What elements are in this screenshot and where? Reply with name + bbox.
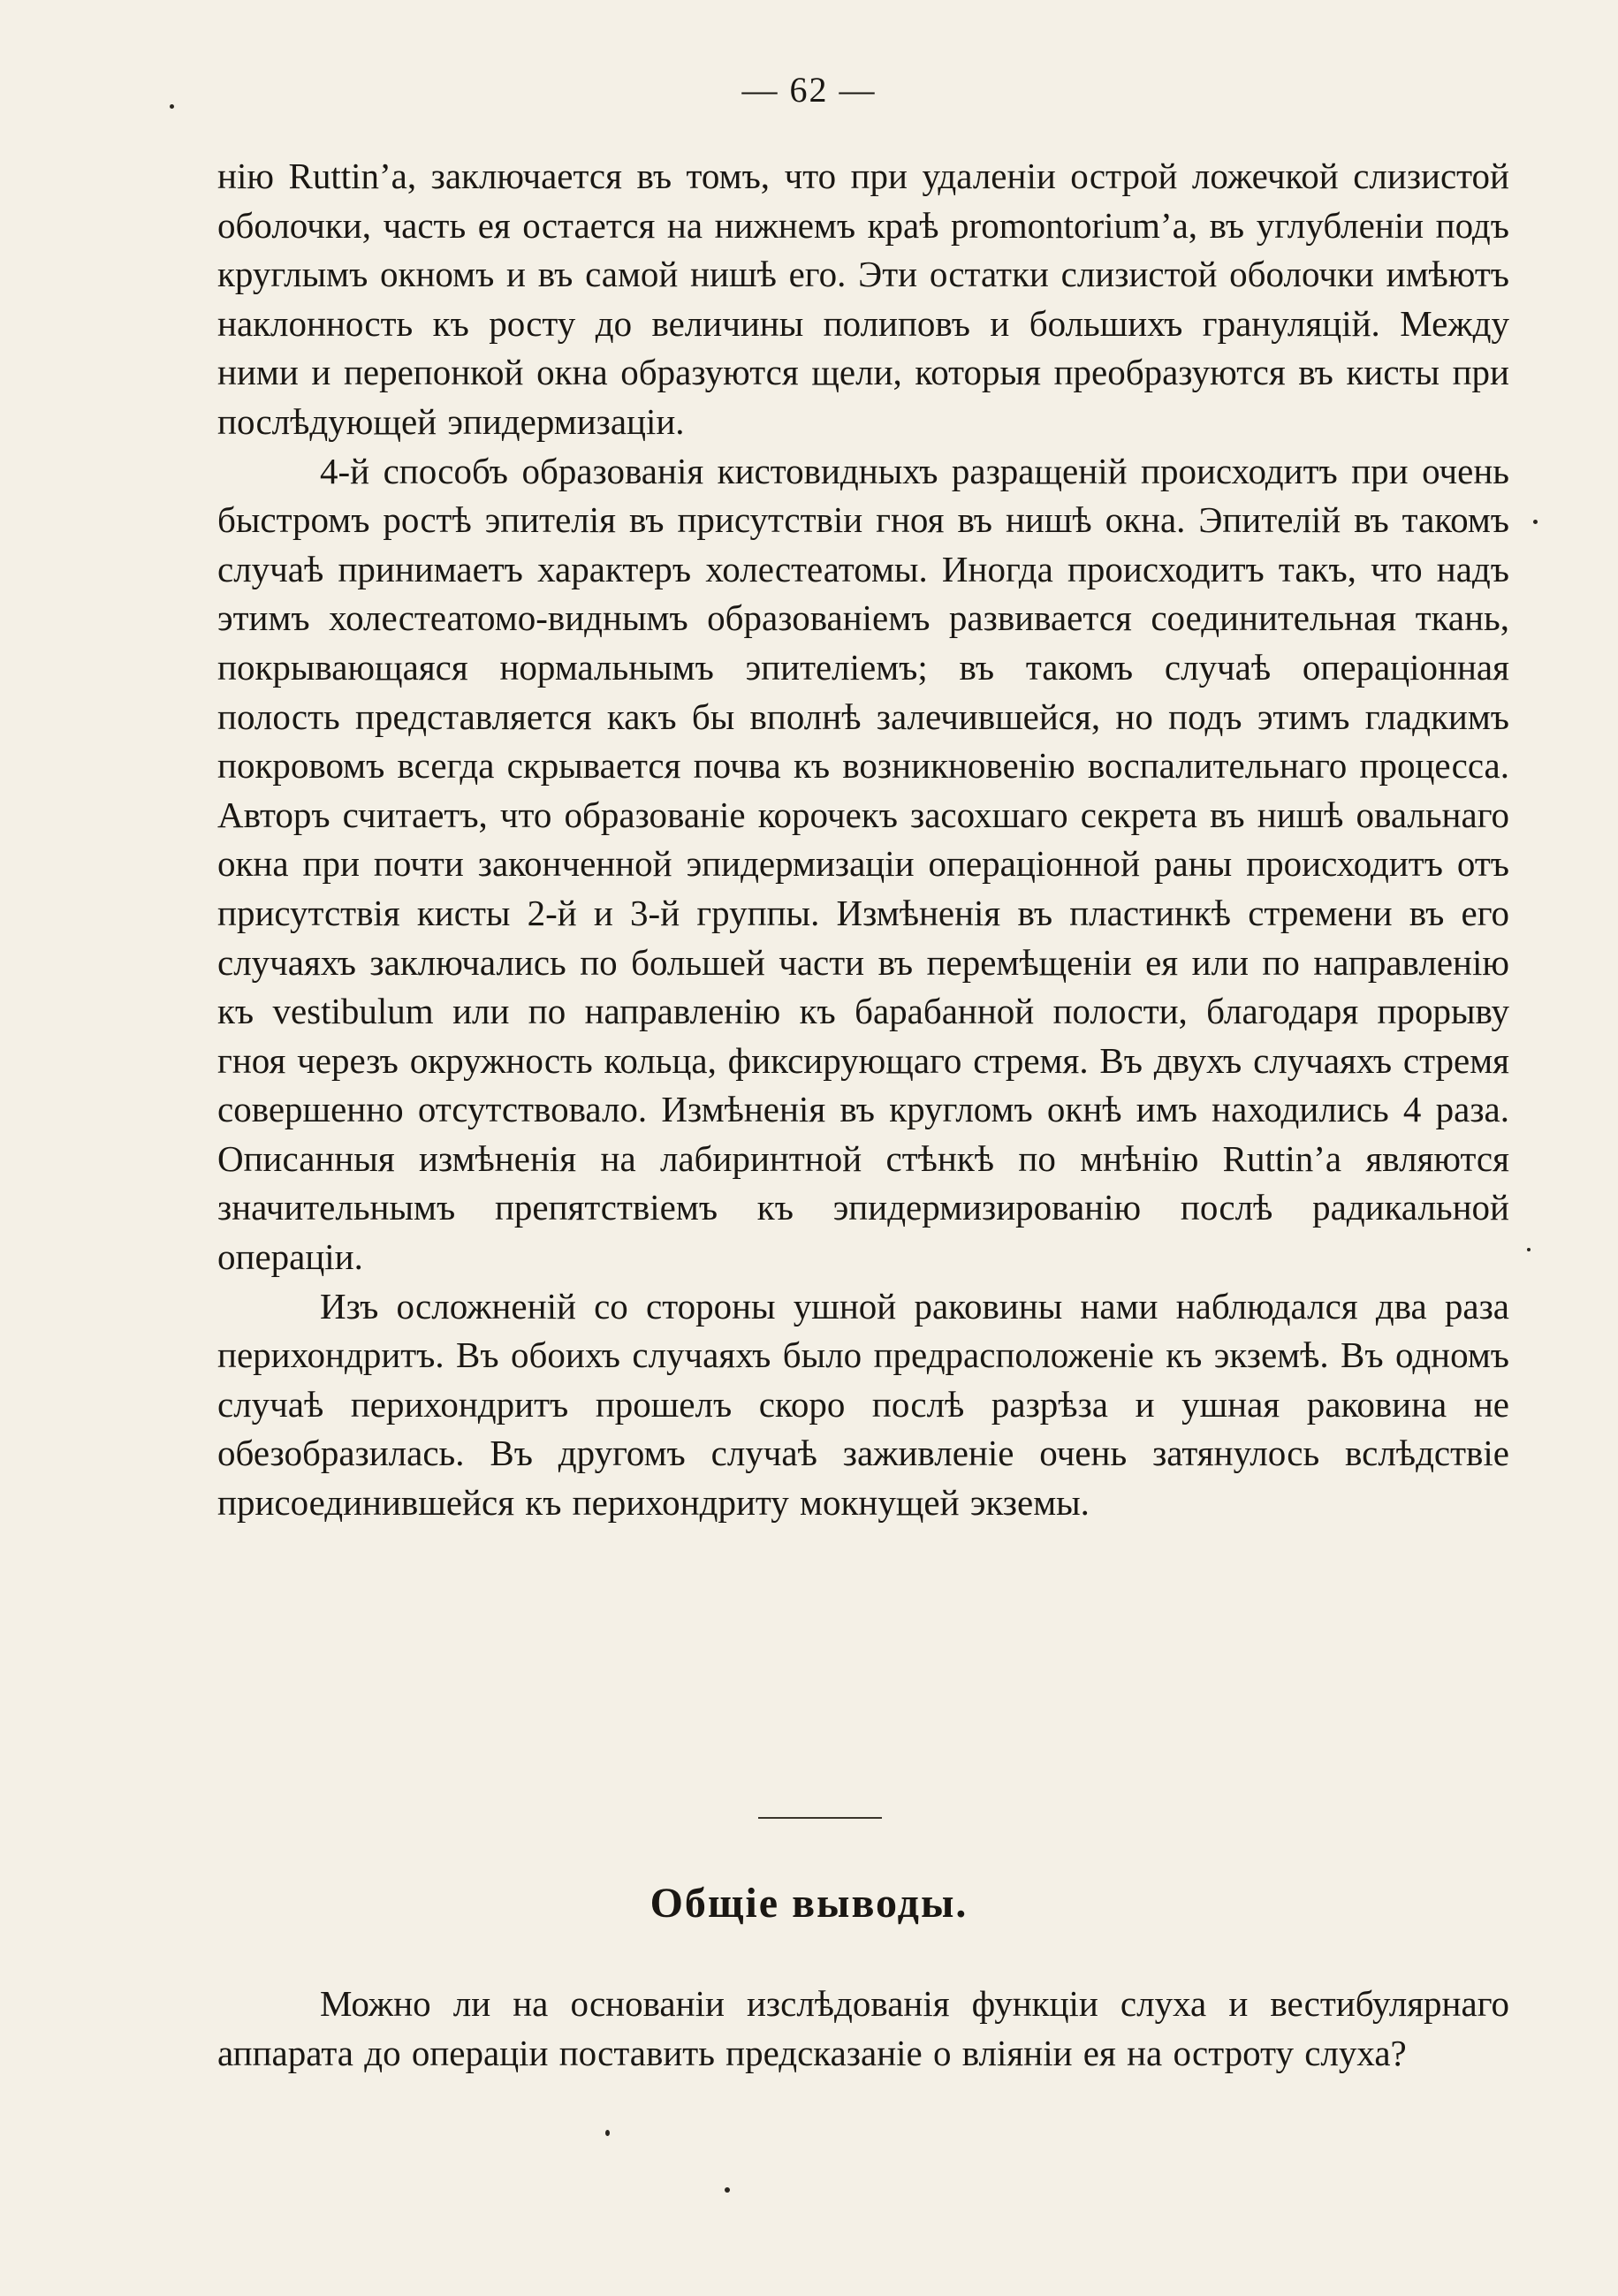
section-heading: Общіе выводы. bbox=[649, 1880, 969, 1927]
paragraph-ruttin-continuation: нію Ruttin’а, заключается въ томъ, что при удаленіи острой ложечкой слизистой оболочки, часть ея остается на нижнемъ краѣ promontorium’а, въ углубленіи подъ круглымъ окномъ и въ самой нишѣ его. Эти остатки слизистой оболочки имѣютъ наклонность къ росту до величины полиповъ и большихъ грануляцій. Между ними и перепонкой окна образуются щели, которыя преобразуются въ кисты при послѣдующей эпидермизаціи. bbox=[217, 156, 1509, 442]
section-divider bbox=[758, 1817, 882, 1819]
print-speck bbox=[170, 104, 174, 109]
paragraph-question: Можно ли на основаніи изслѣдованія функціи слуха и вестибулярнаго аппарата до операціи поставить предсказаніе о вліяніи ея на остроту слуха? bbox=[217, 1983, 1509, 2073]
page-number: — 62 — bbox=[741, 70, 877, 110]
print-speck bbox=[725, 2187, 730, 2193]
print-speck bbox=[605, 2130, 610, 2136]
print-speck bbox=[1533, 520, 1538, 524]
body-text bbox=[217, 152, 1509, 1528]
print-speck bbox=[1527, 1248, 1531, 1251]
paragraph-fourth-method: 4-й способъ образованія кистовидныхъ разращеній происходитъ при очень быстромъ ростѣ эпителія въ присутствіи гноя въ нишѣ окна. Эпителій въ такомъ случаѣ принимаетъ характеръ холестеатомы. Иногда происходитъ такъ, что надъ этимъ холестеатомо-виднымъ образованіемъ развивается соединительная ткань, покрывающаяся нормальнымъ эпителіемъ; въ такомъ случаѣ операціонная полость представляется какъ бы вполнѣ залечившейся, но подъ этимъ гладкимъ покровомъ всегда скрывается почва къ возникновенію воспалительнаго процесса. Авторъ считаетъ, что образованіе корочекъ засохшаго секрета въ нишѣ овальнаго окна при почти законченной эпидермизаціи операціонной раны происходитъ отъ присутствія кисты 2-й и 3-й группы. Измѣненія въ пластинкѣ стремени въ его случаяхъ заключались по большей части въ перемѣщеніи ея или по направленію къ vestibulum или по направленію къ барабанной полости, благодаря прорыву гноя черезъ окружность кольца, фиксирующаго стремя. Въ двухъ случаяхъ стремя совершенно отсутствовало. Измѣненія въ кругломъ окнѣ имъ находились 4 раза. Описанныя измѣненія на лабиринтной стѣнкѣ по мнѣнію Ruttin’а являются значительнымъ препятствіемъ къ эпидермизированію послѣ радикальной операціи. bbox=[217, 450, 1509, 1278]
question-block bbox=[217, 1980, 1509, 2078]
paragraph-auricle-complications: Изъ осложненій со стороны ушной раковины нами наблюдался два раза перихондритъ. Въ обоихъ случаяхъ было предрасположеніе къ экземѣ. Въ одномъ случаѣ перихондритъ прошелъ скоро послѣ разрѣза и ушная раковина не обезобразилась. Въ другомъ случаѣ заживленіе очень затянулось вслѣдствіе присоединившейся къ перихондриту мокнущей экземы. bbox=[217, 1285, 1509, 1524]
